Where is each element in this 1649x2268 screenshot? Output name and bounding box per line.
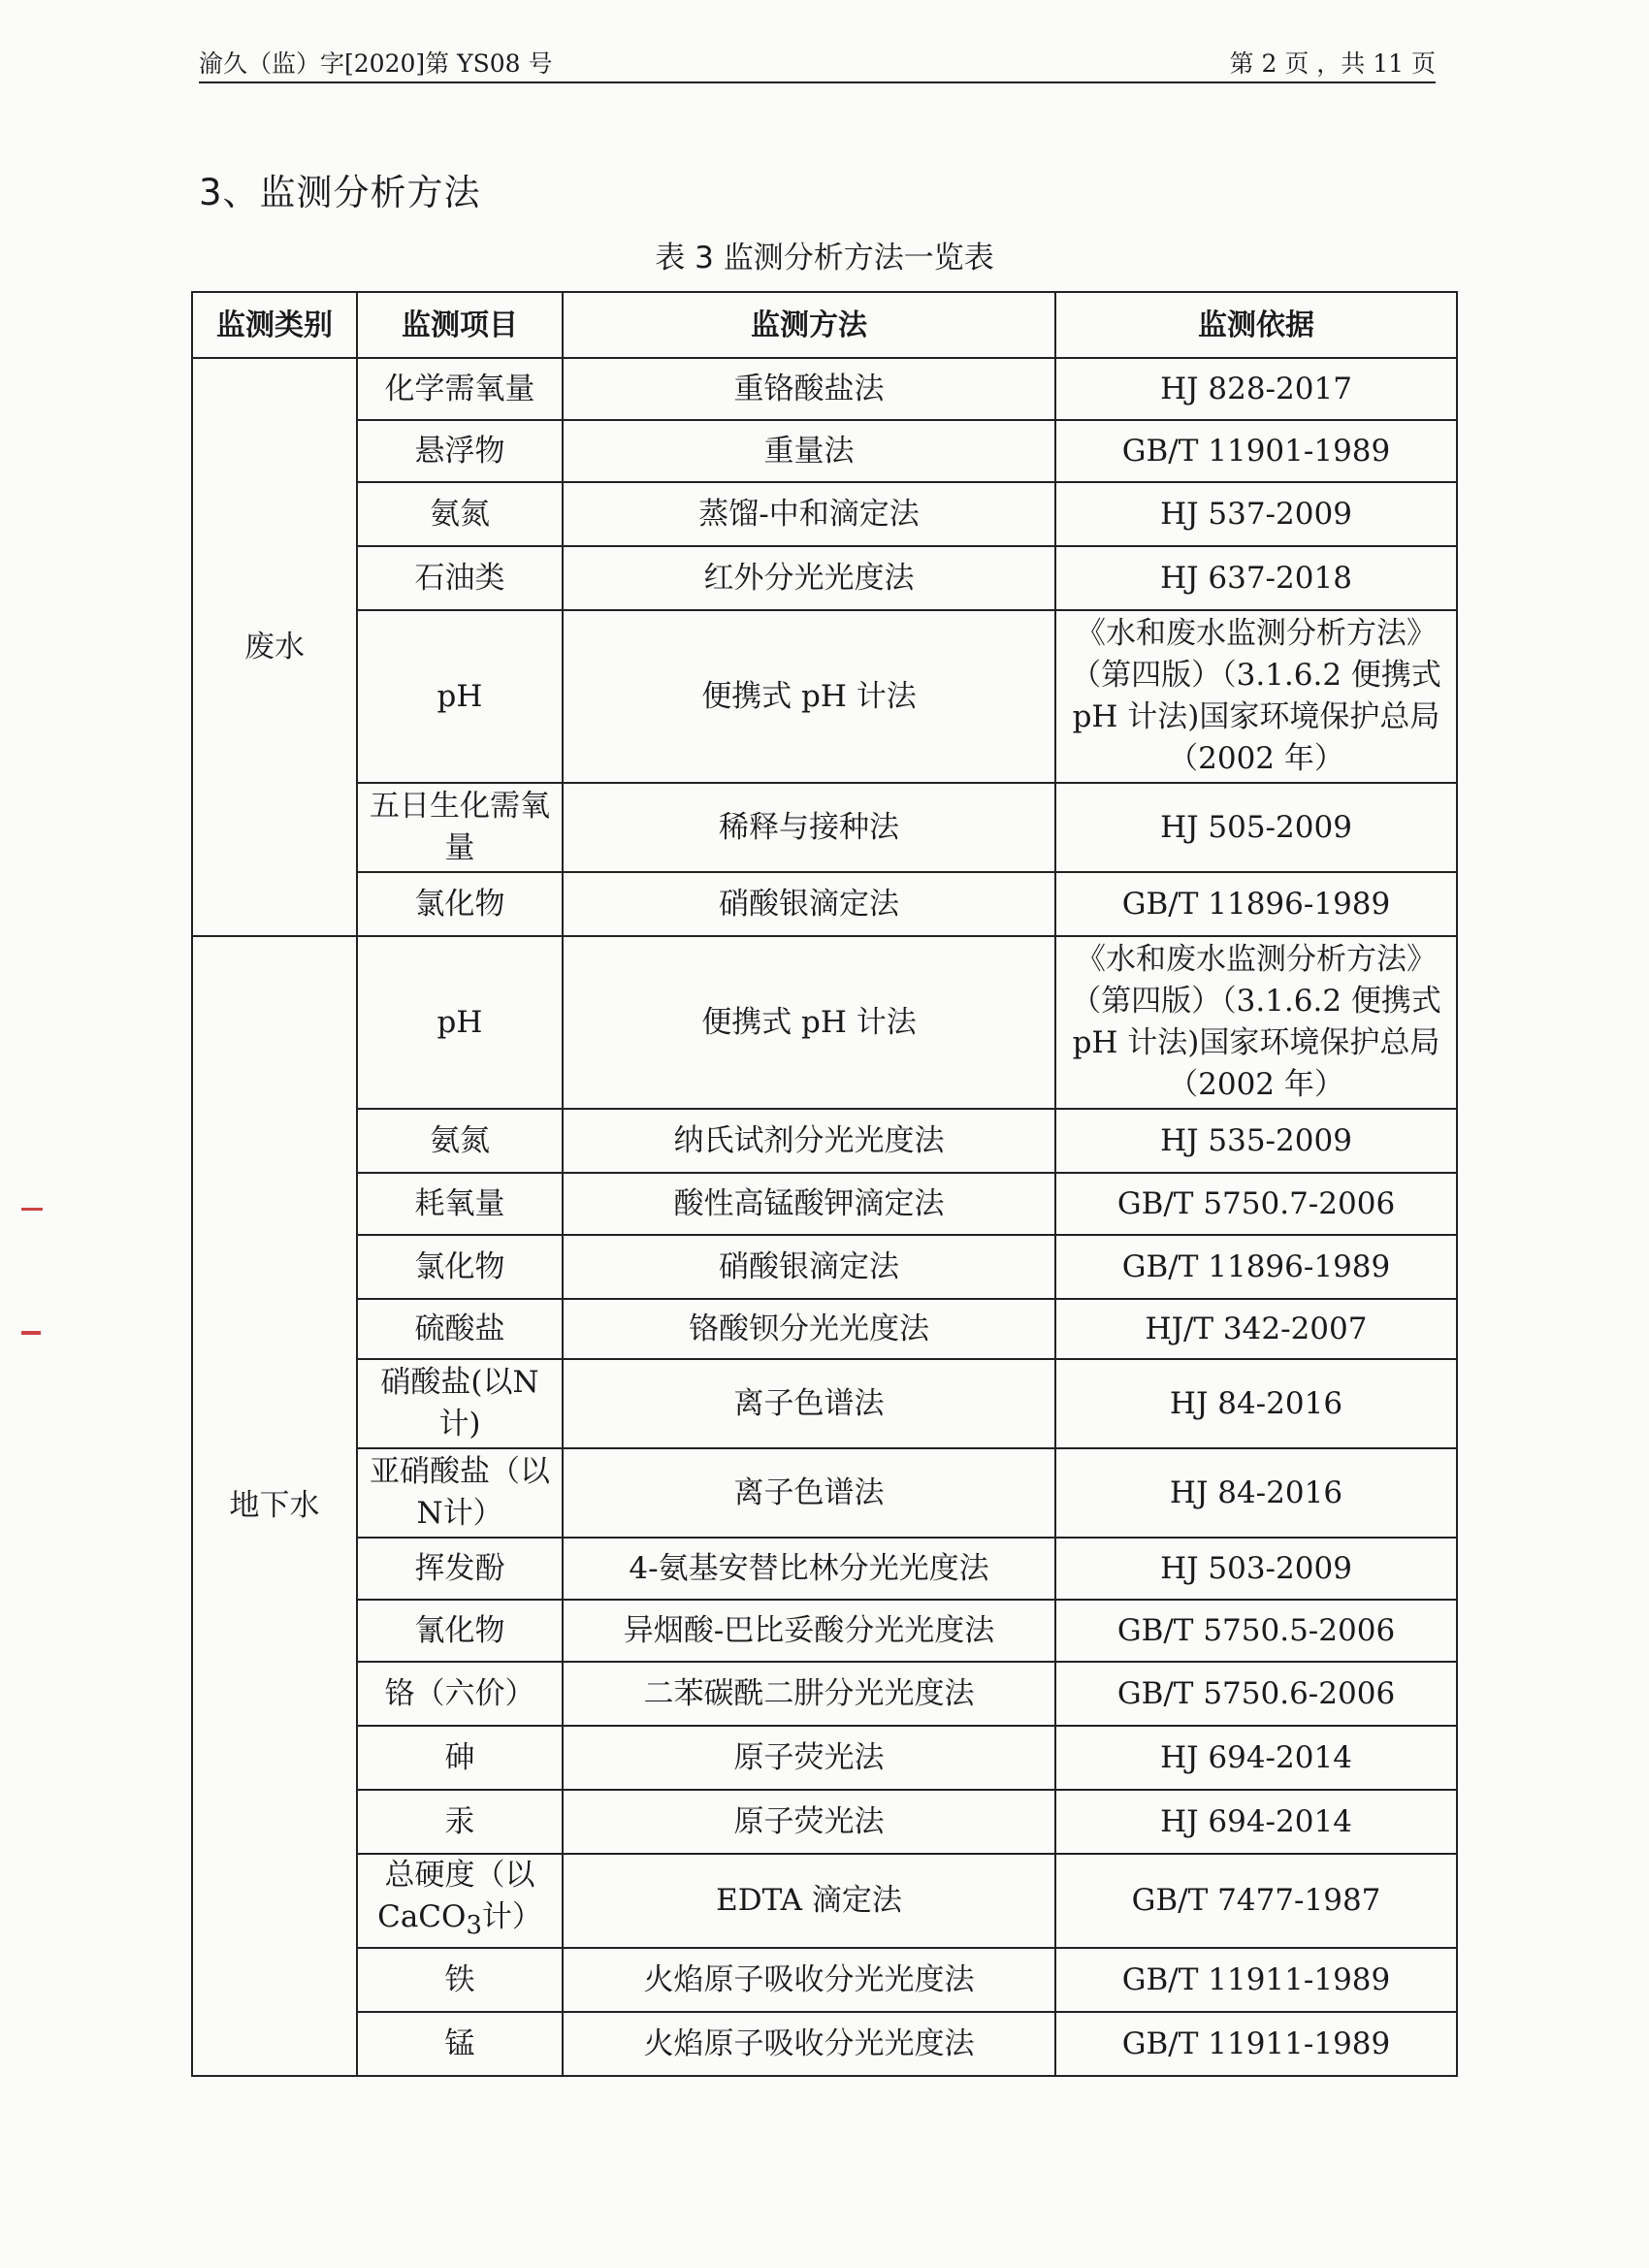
item-cell-text: 总硬度（以CaCO$_3$计） <box>377 1858 542 1941</box>
method-cell: 蒸馏-中和滴定法 <box>563 482 1055 546</box>
scan-mark <box>21 1331 41 1335</box>
basis-cell: 《水和废水监测分析方法》（第四版）（3.1.6.2 便携式 pH 计法)国家环境保护总局（2002 年） <box>1055 610 1457 783</box>
item-cell: 锰 <box>357 2012 563 2076</box>
item-cell: 悬浮物 <box>357 420 563 482</box>
page-indicator: 第 2 页 ，共 11 页 <box>1229 49 1436 78</box>
item-cell: 硫酸盐 <box>357 1299 563 1359</box>
column-header-item: 监测项目 <box>357 292 563 358</box>
item-cell: 铁 <box>357 1948 563 2012</box>
basis-cell: HJ 637-2018 <box>1055 546 1457 610</box>
basis-cell: GB/T 11896-1989 <box>1055 872 1457 936</box>
table-row <box>192 1109 1457 1173</box>
basis-cell: HJ 535-2009 <box>1055 1109 1457 1173</box>
basis-cell: HJ 694-2014 <box>1055 1726 1457 1790</box>
item-cell: 铬（六价） <box>357 1662 563 1726</box>
table-row <box>192 1235 1457 1299</box>
item-cell: 砷 <box>357 1726 563 1790</box>
table-row <box>192 872 1457 936</box>
method-cell: 火焰原子吸收分光光度法 <box>563 2012 1055 2076</box>
column-header-method: 监测方法 <box>563 292 1055 358</box>
category-cell: 地下水 <box>192 936 357 2076</box>
item-cell: 挥发酚 <box>357 1538 563 1600</box>
basis-cell: HJ 828-2017 <box>1055 358 1457 420</box>
item-cell: 氨氮 <box>357 1109 563 1173</box>
basis-cell: GB/T 5750.5-2006 <box>1055 1600 1457 1662</box>
method-cell: 二苯碳酰二肼分光光度法 <box>563 1662 1055 1726</box>
basis-cell: HJ 503-2009 <box>1055 1538 1457 1600</box>
column-header-category: 监测类别 <box>192 292 357 358</box>
table-row <box>192 1299 1457 1359</box>
method-cell: 红外分光光度法 <box>563 546 1055 610</box>
item-cell: 氯化物 <box>357 1235 563 1299</box>
scan-mark <box>21 1208 43 1211</box>
table-header-row <box>192 292 1457 358</box>
method-cell: 硝酸银滴定法 <box>563 1235 1055 1299</box>
table-row <box>192 936 1457 1109</box>
item-cell: 硝酸盐(以N计) <box>357 1359 563 1448</box>
method-cell: 便携式 pH 计法 <box>563 936 1055 1109</box>
method-cell: 硝酸银滴定法 <box>563 872 1055 936</box>
basis-cell: HJ 84-2016 <box>1055 1359 1457 1448</box>
method-cell: 重铬酸盐法 <box>563 358 1055 420</box>
table-row <box>192 1538 1457 1600</box>
basis-cell: GB/T 11911-1989 <box>1055 2012 1457 2076</box>
methods-table <box>191 291 1458 2077</box>
item-cell: 氨氮 <box>357 482 563 546</box>
table-row <box>192 1790 1457 1854</box>
method-cell: 离子色谱法 <box>563 1448 1055 1538</box>
item-cell: pH <box>357 610 563 783</box>
method-cell: 异烟酸-巴比妥酸分光光度法 <box>563 1600 1055 1662</box>
basis-cell: GB/T 5750.6-2006 <box>1055 1662 1457 1726</box>
table-row <box>192 2012 1457 2076</box>
basis-cell: GB/T 11911-1989 <box>1055 1948 1457 2012</box>
basis-cell: HJ 694-2014 <box>1055 1790 1457 1854</box>
table-row <box>192 1948 1457 2012</box>
basis-cell: 《水和废水监测分析方法》（第四版）（3.1.6.2 便携式 pH 计法)国家环境保护总局（2002 年） <box>1055 936 1457 1109</box>
column-header-basis: 监测依据 <box>1055 292 1457 358</box>
document-number: 渝久（监）字[2020]第 YS08 号 <box>199 49 553 78</box>
item-cell: 亚硝酸盐（以N计） <box>357 1448 563 1538</box>
table-caption: 表 3 监测分析方法一览表 <box>655 241 994 275</box>
method-cell: 4-氨基安替比林分光光度法 <box>563 1538 1055 1600</box>
item-cell <box>357 1854 563 1948</box>
method-cell: EDTA 滴定法 <box>563 1854 1055 1948</box>
item-cell: 耗氧量 <box>357 1173 563 1235</box>
basis-cell: HJ 505-2009 <box>1055 783 1457 872</box>
method-cell: 纳氏试剂分光光度法 <box>563 1109 1055 1173</box>
method-cell: 原子荧光法 <box>563 1726 1055 1790</box>
table-row <box>192 1359 1457 1448</box>
item-cell: 化学需氧量 <box>357 358 563 420</box>
category-cell: 废水 <box>192 358 357 936</box>
table-row <box>192 1173 1457 1235</box>
section-title: 3、监测分析方法 <box>199 172 481 213</box>
basis-cell: HJ 84-2016 <box>1055 1448 1457 1538</box>
method-cell: 重量法 <box>563 420 1055 482</box>
table-row <box>192 1662 1457 1726</box>
item-cell: 氯化物 <box>357 872 563 936</box>
table-row <box>192 1726 1457 1790</box>
table-row <box>192 783 1457 872</box>
method-cell: 火焰原子吸收分光光度法 <box>563 1948 1055 2012</box>
item-cell: 石油类 <box>357 546 563 610</box>
table-row <box>192 1600 1457 1662</box>
item-cell: pH <box>357 936 563 1109</box>
method-cell: 稀释与接种法 <box>563 783 1055 872</box>
basis-cell: HJ/T 342-2007 <box>1055 1299 1457 1359</box>
item-cell: 五日生化需氧量 <box>357 783 563 872</box>
table-row <box>192 482 1457 546</box>
item-cell: 汞 <box>357 1790 563 1854</box>
basis-cell: GB/T 11901-1989 <box>1055 420 1457 482</box>
table-row <box>192 358 1457 420</box>
method-cell: 离子色谱法 <box>563 1359 1055 1448</box>
table-row <box>192 420 1457 482</box>
basis-cell: GB/T 7477-1987 <box>1055 1854 1457 1948</box>
method-cell: 原子荧光法 <box>563 1790 1055 1854</box>
table-row <box>192 610 1457 783</box>
basis-cell: HJ 537-2009 <box>1055 482 1457 546</box>
method-cell: 便携式 pH 计法 <box>563 610 1055 783</box>
page-header <box>199 47 1436 83</box>
basis-cell: GB/T 11896-1989 <box>1055 1235 1457 1299</box>
item-cell: 氰化物 <box>357 1600 563 1662</box>
table-row <box>192 1854 1457 1948</box>
table-row <box>192 1448 1457 1538</box>
table-row <box>192 546 1457 610</box>
basis-cell: GB/T 5750.7-2006 <box>1055 1173 1457 1235</box>
method-cell: 酸性高锰酸钾滴定法 <box>563 1173 1055 1235</box>
method-cell: 铬酸钡分光光度法 <box>563 1299 1055 1359</box>
